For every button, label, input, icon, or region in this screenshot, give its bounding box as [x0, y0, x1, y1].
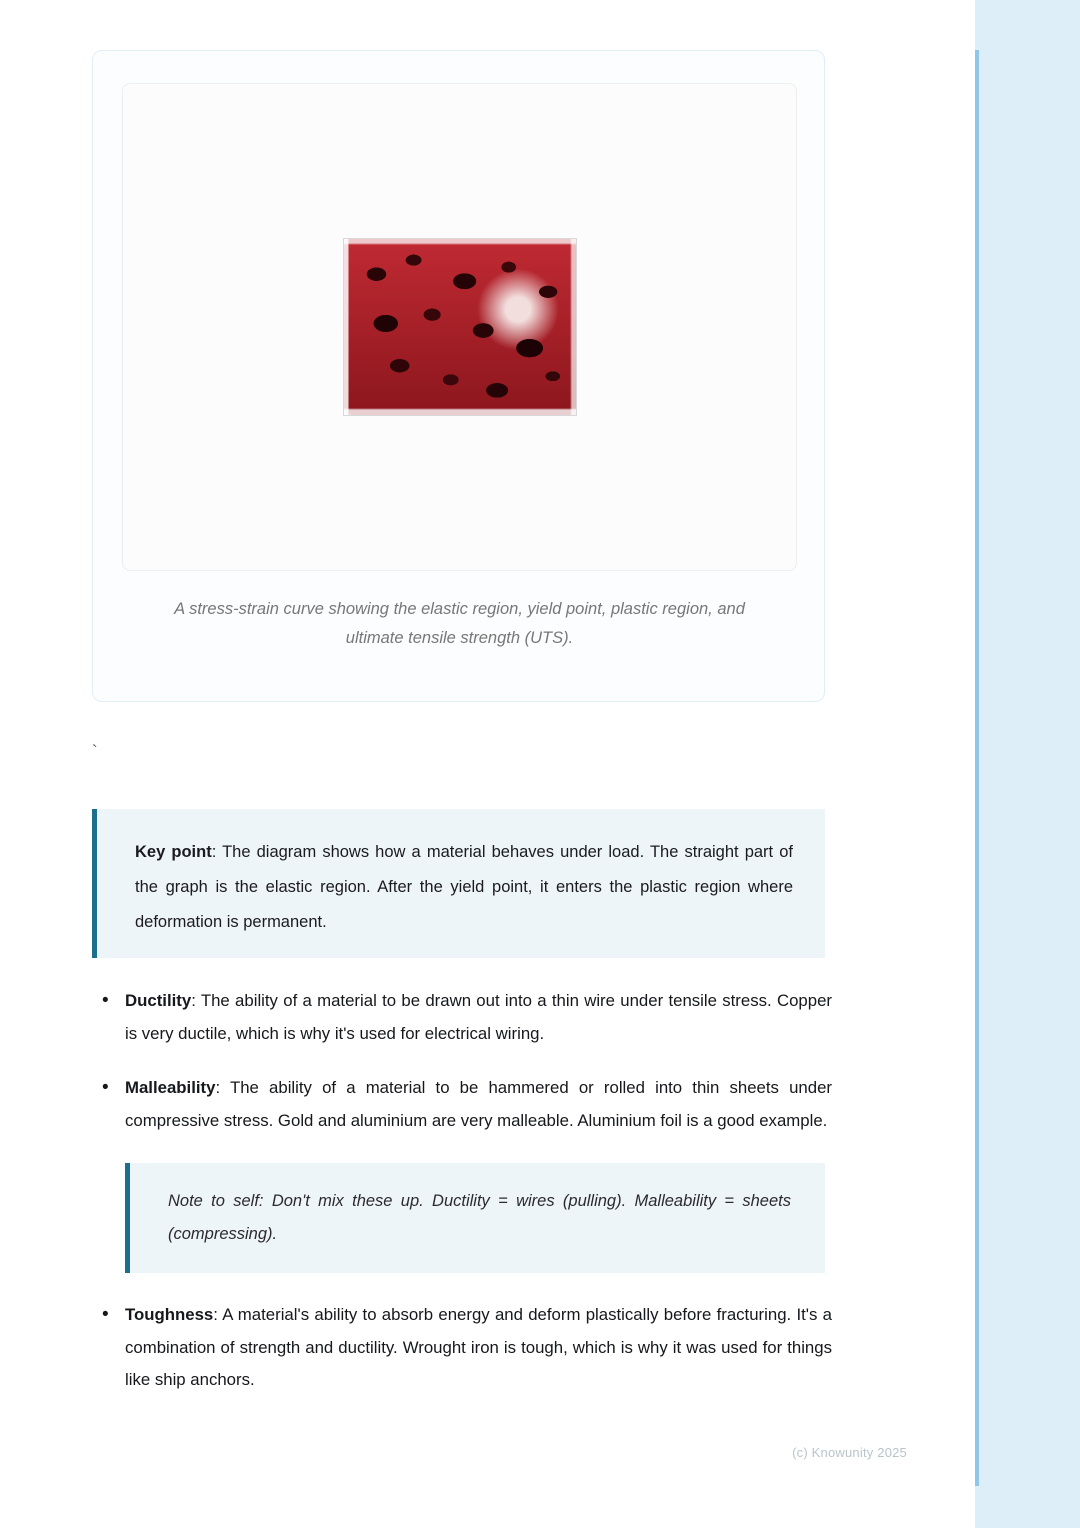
- term-toughness: Toughness: [125, 1305, 214, 1324]
- stray-backtick: `: [92, 742, 98, 761]
- right-rail-line: [975, 50, 979, 1486]
- key-point-callout: [92, 809, 825, 958]
- term-toughness-body: : A material's ability to absorb energy and deform plastically before fracturing. It's a combination of strength and ductility. Wrought iron is tough, which is why it was used for things like ship anchors.: [125, 1305, 832, 1389]
- key-point-body: : The diagram shows how a material behaves under load. The straight part of the graph is the elastic region. After the yield point, it enters the plastic region where deformation is permanent.: [135, 843, 793, 931]
- term-ductility-body: : The ability of a material to be drawn out into a thin wire under tensile stress. Copper is very ductile, which is why it's used for electrical wiring.: [125, 991, 832, 1043]
- list-item: [92, 1299, 832, 1397]
- list-item: [92, 1072, 832, 1137]
- term-malleability-body: : The ability of a material to be hammered or rolled into thin sheets under compressive stress. Gold and aluminium are very malleable. Aluminium foil is a good example.: [125, 1078, 832, 1130]
- term-ductility: Ductility: [125, 991, 192, 1010]
- figure-caption: A stress-strain curve showing the elastic region, yield point, plastic region, and ultimate tensile strength (UTS).: [174, 600, 745, 647]
- right-rail: [975, 0, 1031, 1528]
- key-point-text: [97, 809, 825, 940]
- key-point-label: Key point: [135, 843, 212, 861]
- micrograph-image: [343, 238, 577, 416]
- figure-image-frame: [122, 83, 797, 571]
- right-rail-outer: [1031, 0, 1080, 1528]
- note-to-self-callout: Note to self: Don't mix these up. Ductility = wires (pulling). Malleability = sheets (compressing).: [125, 1163, 825, 1273]
- figure-card: [92, 50, 825, 702]
- list-item: [92, 985, 832, 1050]
- definition-list: [92, 985, 832, 1419]
- micrograph-edge-highlight: [344, 239, 576, 415]
- term-malleability: Malleability: [125, 1078, 216, 1097]
- watermark: (c) Knowunity 2025: [792, 1445, 907, 1460]
